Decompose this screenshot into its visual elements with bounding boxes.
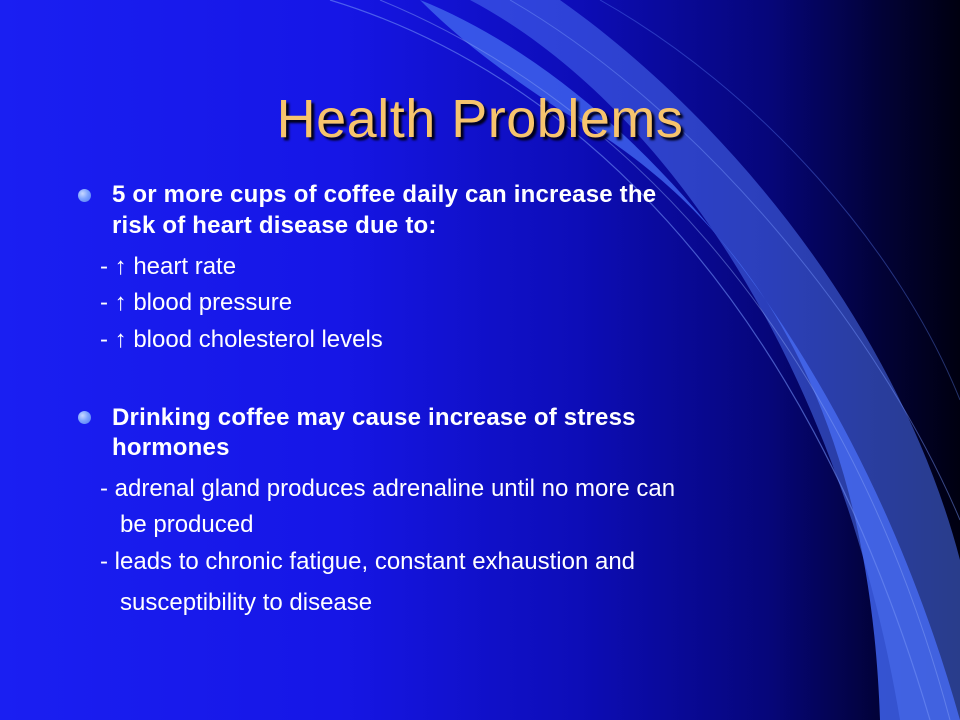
slide-title: Health Problems [276, 89, 684, 149]
bullet-2-line-2: hormones [112, 434, 230, 461]
bullet-2-line-1: Drinking coffee may cause increase of stress [112, 404, 636, 431]
bullet-2-sub-2: be produced [120, 511, 254, 538]
bullet-1-line-2: risk of heart disease due to: [112, 212, 437, 239]
bullet-1-sub-1: - ↑ heart rate [100, 253, 237, 280]
bullet-dot [78, 411, 91, 424]
bullet-1-line-1: 5 or more cups of coffee daily can increase the [112, 181, 657, 208]
bullet-2-sub-3: - leads to chronic fatigue, constant exhaustion and [100, 548, 636, 575]
bullet-1-sub-2: - ↑ blood pressure [100, 289, 293, 316]
bullet-1-sub-3: - ↑ blood cholesterol levels [100, 326, 383, 353]
bullet-dot [78, 189, 91, 202]
bullet-2-sub-4: susceptibility to disease [120, 589, 373, 616]
bullet-2-sub-1: - adrenal gland produces adrenaline until no more can [100, 475, 676, 502]
